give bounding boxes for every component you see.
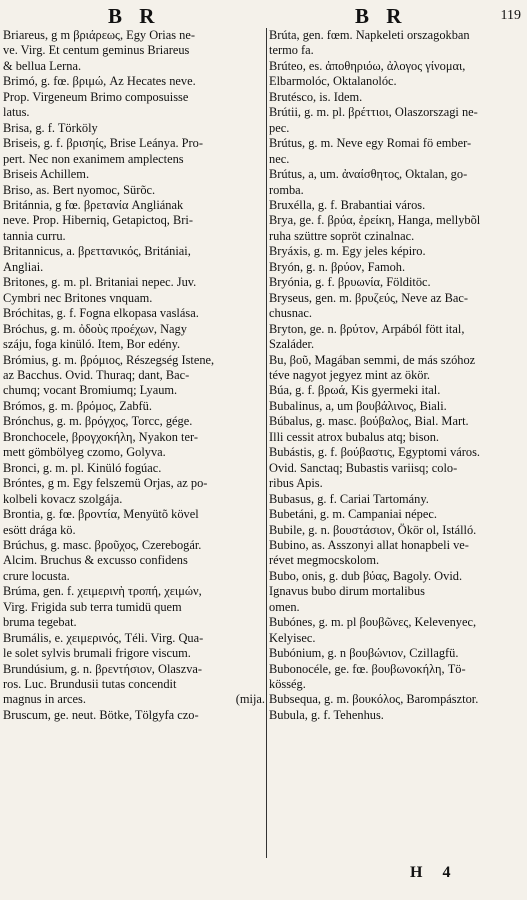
entry-line: Ignavus bubo dirum mortalibus — [269, 584, 425, 599]
entry-line: Bruxélla, g. f. Brabantiai város. — [269, 197, 426, 212]
entry-line: le solet sylvis brumali frigore viscum. — [3, 646, 191, 661]
entry-line: mett gömbölyeg czomo, Golyva. — [3, 445, 166, 460]
entry-line: Szaláder. — [269, 337, 315, 352]
entry-line: Brya, ge. f. βρύα, ἐρείκη, Hanga, mellybõl — [269, 213, 481, 228]
line-continuation: (mija. — [235, 692, 265, 707]
entry-line: Búa, g. f. βρωά, Kis gyermeki ital. — [269, 383, 441, 398]
entry-line: Bryón, g. n. βρύον, Famoh. — [269, 259, 406, 274]
entry-line: crure locusta. — [3, 568, 70, 583]
entry-line: Virg. Frigida sub terra tumidü quem — [3, 599, 182, 614]
entry-line: Briso, as. Bert nyomoc, Sürõc. — [3, 182, 156, 197]
entry-line: ros. Luc. Brundusii tutas concendit — [3, 677, 177, 692]
entry-line: & bellua Lerna. — [3, 58, 82, 73]
entry-line: chusnac. — [269, 306, 313, 321]
entry-line: téve nagyot jegyez mint az ökör. — [269, 367, 431, 382]
entry-line: Bubástis, g. f. βούβαστις, Egyptomi város. — [269, 445, 481, 460]
entry-line: Prop. Virgeneum Brimo composuisse — [3, 89, 189, 104]
entry-line: Búbalus, g. masc. βούβαλος, Bial. Mart. — [269, 414, 469, 429]
entry-line: Elbarmolóc, Oktalanolóc. — [269, 74, 397, 89]
entry-line: Brúteo, es. ἀποθηριόω, ἀλογος γίνομαι, — [269, 58, 466, 73]
entry-line: Bubonocéle, ge. fœ. βουβωνοκήλη, Tö- — [269, 661, 466, 676]
running-head-left: B R — [108, 4, 161, 28]
entry-line: Brumális, e. χειμερινός, Téli. Virg. Qua- — [3, 630, 204, 645]
entry-line: tannia curru. — [3, 228, 66, 243]
entry-line: Brundúsium, g. n. βρεντήσιον, Olaszva- — [3, 661, 203, 676]
entry-line: Británnia, g fœ. βρετανία Angliának — [3, 197, 184, 212]
entry-line: termo fa. — [269, 43, 314, 58]
entry-line: Briareus, g m βριάρεως, Egy Orias ne- — [3, 28, 195, 42]
entry-line-text: magnus in arces. — [3, 692, 86, 707]
entry-line: Brontia, g. fœ. βροντία, Menyütõ kövel — [3, 507, 199, 522]
right-column — [269, 28, 524, 723]
entry-line: Bruscum, ge. neut. Bötke, Tölgyfa czo- — [3, 707, 199, 722]
entry-line: Bryáxis, g. m. Egy jeles képiro. — [269, 244, 426, 259]
entry-line: Brútus, g. m. Neve egy Romai fö ember- — [269, 136, 472, 151]
entry-line: Bubónes, g. m. pl βουβῶνες, Kelevenyec, — [269, 615, 477, 630]
entry-line: Bróchus, g. m. ὀδοὺς προέχων, Nagy — [3, 321, 187, 336]
entry-line: Bubalinus, a, um βουβάλινος, Biali. — [269, 398, 447, 413]
entry-line: Briseis Achillem. — [3, 167, 90, 182]
entry-line: Bryton, ge. n. βρύτον, Arpából fött ital, — [269, 321, 465, 336]
entry-line: Briseis, g. f. βρισηίς, Brise Leánya. Pro- — [3, 136, 203, 151]
entry-line: Brutésco, is. Idem. — [269, 89, 363, 104]
entry-line: Brómius, g. m. βρόμιος, Részegség Istene, — [3, 352, 215, 367]
entry-line: chumq; vocant Bromiumq; Lyaum. — [3, 383, 178, 398]
entry-line: száju, foga kinüló. Item, Bor edény. — [3, 337, 181, 352]
entry-line: Bróchitas, g. f. Fogna elkopasa vaslása. — [3, 306, 199, 321]
entry-line: neve. Prop. Hiberniq, Getapictoq, Bri- — [3, 213, 193, 228]
entry-line: Brútii, g. m. pl. βρέττιοι, Olaszorszagi ne- — [269, 105, 478, 120]
entry-line: Brútus, a, um. ἀναίσθητος, Oktalan, go- — [269, 167, 468, 182]
running-head-right: B R — [355, 4, 408, 28]
entry-line: esött drága kö. — [3, 522, 76, 537]
entry-line: bruma tegebat. — [3, 615, 77, 630]
entry-line: Kelyisec. — [269, 630, 316, 645]
entry-line: Bryseus, gen. m. βρυζεύς, Neve az Bac- — [269, 290, 468, 305]
entry-line: Illi cessit atrox bubalus atq; bison. — [269, 429, 440, 444]
entry-line: latus. — [3, 105, 30, 120]
column-divider — [266, 28, 267, 858]
entry-line: romba. — [269, 182, 304, 197]
entry-line: omen. — [269, 599, 300, 614]
entry-line: Cymbri nec Britones vnquam. — [3, 290, 153, 305]
entry-line: kösség. — [269, 677, 306, 692]
entry-line: Bubile, g. n. βουστάσιον, Ökör ol, Istálló. — [269, 522, 477, 537]
entry-line: pert. Nec non exanimem amplectens — [3, 151, 184, 166]
entry-line: Britones, g. m. pl. Britaniai nepec. Juv. — [3, 275, 197, 290]
entry-line: pec. — [269, 120, 290, 135]
entry-line: Angliai. — [3, 259, 44, 274]
entry-line: Bubula, g. f. Tehenhus. — [269, 707, 384, 722]
entry-line: Ovid. Sanctaq; Bubastis variisq; colo- — [269, 460, 458, 475]
entry-line: Bubónium, g. n βουβώνιον, Czillagfü. — [269, 646, 459, 661]
entry-line: Bubasus, g. f. Cariai Tartomány. — [269, 491, 429, 506]
entry-line: Brúta, gen. fœm. Napkeleti orszagokban — [269, 28, 470, 42]
entry-line: Brimó, g. fœ. βριμώ, Az Hecates neve. — [3, 74, 196, 89]
entry-line: Bu, βοῦ, Magában semmi, de más szóhoz — [269, 352, 476, 367]
entry-line — [3, 692, 265, 707]
entry-line: Brónchus, g. m. βρόγχος, Torcc, gége. — [3, 414, 193, 429]
entry-line: Brisa, g. f. Törköly — [3, 120, 98, 135]
entry-line: nec. — [269, 151, 290, 166]
entry-line: Bubo, onis, g. dub βύας, Bagoly. Ovid. — [269, 568, 463, 583]
entry-line: Bubino, as. Asszonyi allat honapbeli ve- — [269, 537, 469, 552]
entry-line: Bubetáni, g. m. Campaniai népec. — [269, 507, 437, 522]
entry-line: ruha szüttre sopröt czinalnac. — [269, 228, 415, 243]
entry-line: kolbeli kovacz szolgája. — [3, 491, 123, 506]
page-number: 119 — [500, 8, 521, 23]
signature-mark: H 4 — [410, 864, 459, 881]
entry-line: az Bacchus. Ovid. Thuraq; dant, Bac- — [3, 367, 190, 382]
entry-line: Brúma, gen. f. χειμερινὴ τροπή, χειμών, — [3, 584, 202, 599]
entry-line: ribus Apis. — [269, 476, 323, 491]
left-column — [3, 28, 265, 723]
entry-line: Alcim. Bruchus & excusso confidens — [3, 553, 188, 568]
entry-line: Bubsequa, g. m. βουκόλος, Barompásztor. — [269, 692, 479, 707]
entry-line: Bronci, g. m. pl. Kinüló fogúac. — [3, 460, 162, 475]
entry-line: Britannicus, a. βρεττανικός, Britániai, — [3, 244, 191, 259]
entry-line: Bróntes, g m. Egy felszemü Orjas, az po- — [3, 476, 208, 491]
entry-line: Bronchocele, βρογχοκήλη, Nyakon ter- — [3, 429, 198, 444]
entry-line: Brúchus, g. masc. βροῦχος, Czerebogár. — [3, 537, 202, 552]
entry-line: ve. Virg. Et centum geminus Briareus — [3, 43, 190, 58]
entry-line: Brómos, g. m. βρόμος, Zabfü. — [3, 398, 152, 413]
entry-line: révet megmocskolom. — [269, 553, 380, 568]
entry-line: Bryónia, g. f. βρυωνία, Földitöc. — [269, 275, 431, 290]
